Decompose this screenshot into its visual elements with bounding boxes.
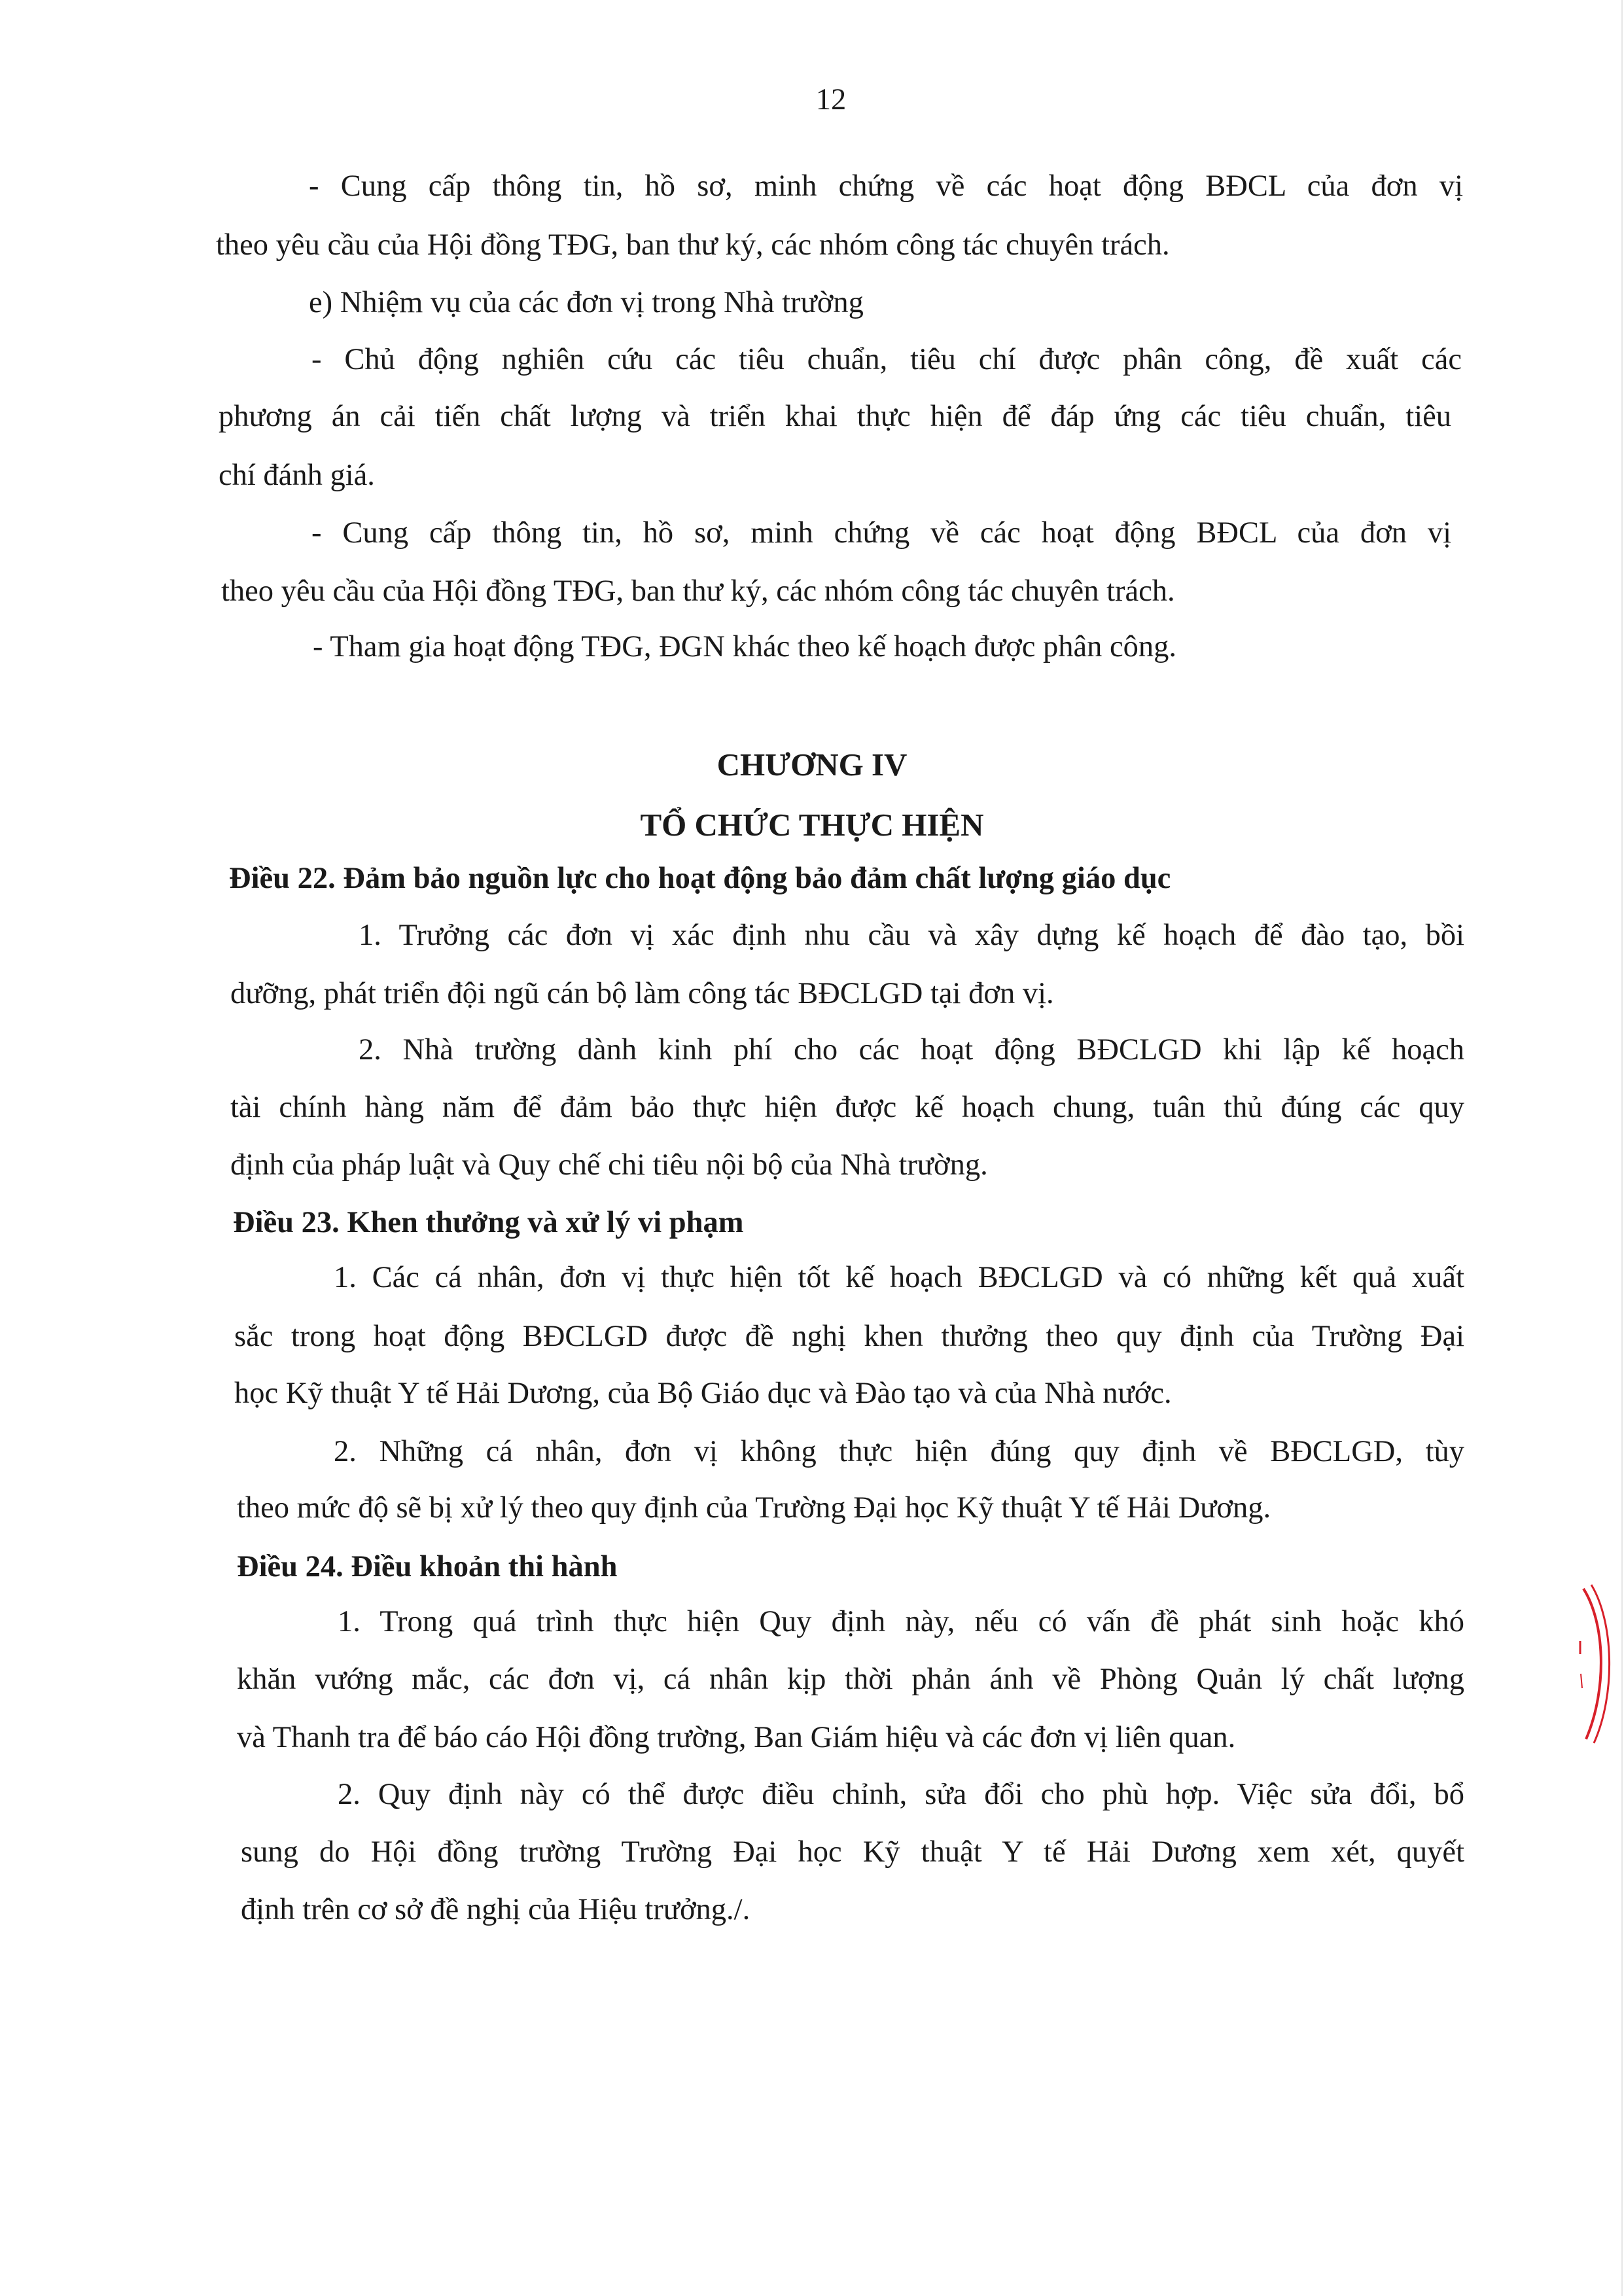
paragraph-line: 2. Nhà trường dành kinh phí cho các hoạt động BĐCLGD khi lập kế hoạch xyxy=(359,1033,1464,1067)
chapter-title: TỔ CHỨC THỰC HIỆN xyxy=(640,807,984,843)
paragraph-line: dưỡng, phát triển đội ngũ cán bộ làm công tác BĐCLGD tại đơn vị. xyxy=(230,977,1054,1010)
article-heading: Điều 24. Điều khoản thi hành xyxy=(237,1550,618,1583)
paragraph-line: theo yêu cầu của Hội đồng TĐG, ban thư ký, các nhóm công tác chuyên trách. xyxy=(216,228,1170,262)
paragraph-line: định của pháp luật và Quy chế chi tiêu nội bộ của Nhà trường. xyxy=(230,1148,988,1182)
section-heading: e) Nhiệm vụ của các đơn vị trong Nhà trường xyxy=(309,286,864,319)
page-edge-line xyxy=(1621,0,1623,2296)
paragraph-line: chí đánh giá. xyxy=(219,459,375,492)
paragraph-line: - Cung cấp thông tin, hồ sơ, minh chứng về các hoạt động BĐCL của đơn vị xyxy=(311,516,1451,550)
chapter-number: CHƯƠNG IV xyxy=(716,747,908,783)
red-seal-mark xyxy=(1578,1582,1617,1746)
paragraph-line: theo mức độ sẽ bị xử lý theo quy định của Trường Đại học Kỹ thuật Y tế Hải Dương. xyxy=(237,1491,1271,1525)
paragraph-line: sung do Hội đồng trường Trường Đại học Kỹ thuật Y tế Hải Dương xem xét, quyết xyxy=(241,1835,1464,1869)
paragraph-line: 2. Những cá nhân, đơn vị không thực hiện đúng quy định về BĐCLGD, tùy xyxy=(334,1435,1464,1468)
paragraph-line: sắc trong hoạt động BĐCLGD được đề nghị khen thưởng theo quy định của Trường Đại xyxy=(234,1320,1464,1353)
paragraph-line: - Tham gia hoạt động TĐG, ĐGN khác theo kế hoạch được phân công. xyxy=(313,630,1177,663)
paragraph-line: 1. Các cá nhân, đơn vị thực hiện tốt kế hoạch BĐCLGD và có những kết quả xuất xyxy=(334,1261,1464,1294)
article-heading: Điều 22. Đảm bảo nguồn lực cho hoạt động bảo đảm chất lượng giáo dục xyxy=(229,862,1171,895)
paragraph-line: - Cung cấp thông tin, hồ sơ, minh chứng về các hoạt động BĐCL của đơn vị xyxy=(309,169,1463,203)
page-number: 12 xyxy=(815,83,847,116)
paragraph-line: định trên cơ sở đề nghị của Hiệu trưởng./. xyxy=(241,1893,750,1926)
paragraph-line: khăn vướng mắc, các đơn vị, cá nhân kịp thời phản ánh về Phòng Quản lý chất lượng xyxy=(237,1663,1464,1696)
paragraph-line: 1. Trưởng các đơn vị xác định nhu cầu và xây dựng kế hoạch để đào tạo, bồi xyxy=(359,919,1464,952)
paragraph-line: phương án cải tiến chất lượng và triển khai thực hiện để đáp ứng các tiêu chuẩn, tiêu xyxy=(219,400,1451,433)
paragraph-line: theo yêu cầu của Hội đồng TĐG, ban thư ký, các nhóm công tác chuyên trách. xyxy=(221,574,1175,608)
paragraph-line: 1. Trong quá trình thực hiện Quy định này, nếu có vấn đề phát sinh hoặc khó xyxy=(338,1605,1464,1638)
paragraph-line: và Thanh tra để báo cáo Hội đồng trường, Ban Giám hiệu và các đơn vị liên quan. xyxy=(237,1721,1236,1754)
article-heading: Điều 23. Khen thưởng và xử lý vi phạm xyxy=(233,1206,744,1239)
paragraph-line: 2. Quy định này có thể được điều chỉnh, sửa đổi cho phù hợp. Việc sửa đổi, bổ xyxy=(338,1778,1464,1811)
paragraph-line: - Chủ động nghiên cứu các tiêu chuẩn, tiêu chí được phân công, đề xuất các xyxy=(311,343,1462,376)
paragraph-line: học Kỹ thuật Y tế Hải Dương, của Bộ Giáo dục và Đào tạo và của Nhà nước. xyxy=(234,1377,1172,1410)
paragraph-line: tài chính hàng năm để đảm bảo thực hiện được kế hoạch chung, tuân thủ đúng các quy xyxy=(230,1091,1464,1124)
